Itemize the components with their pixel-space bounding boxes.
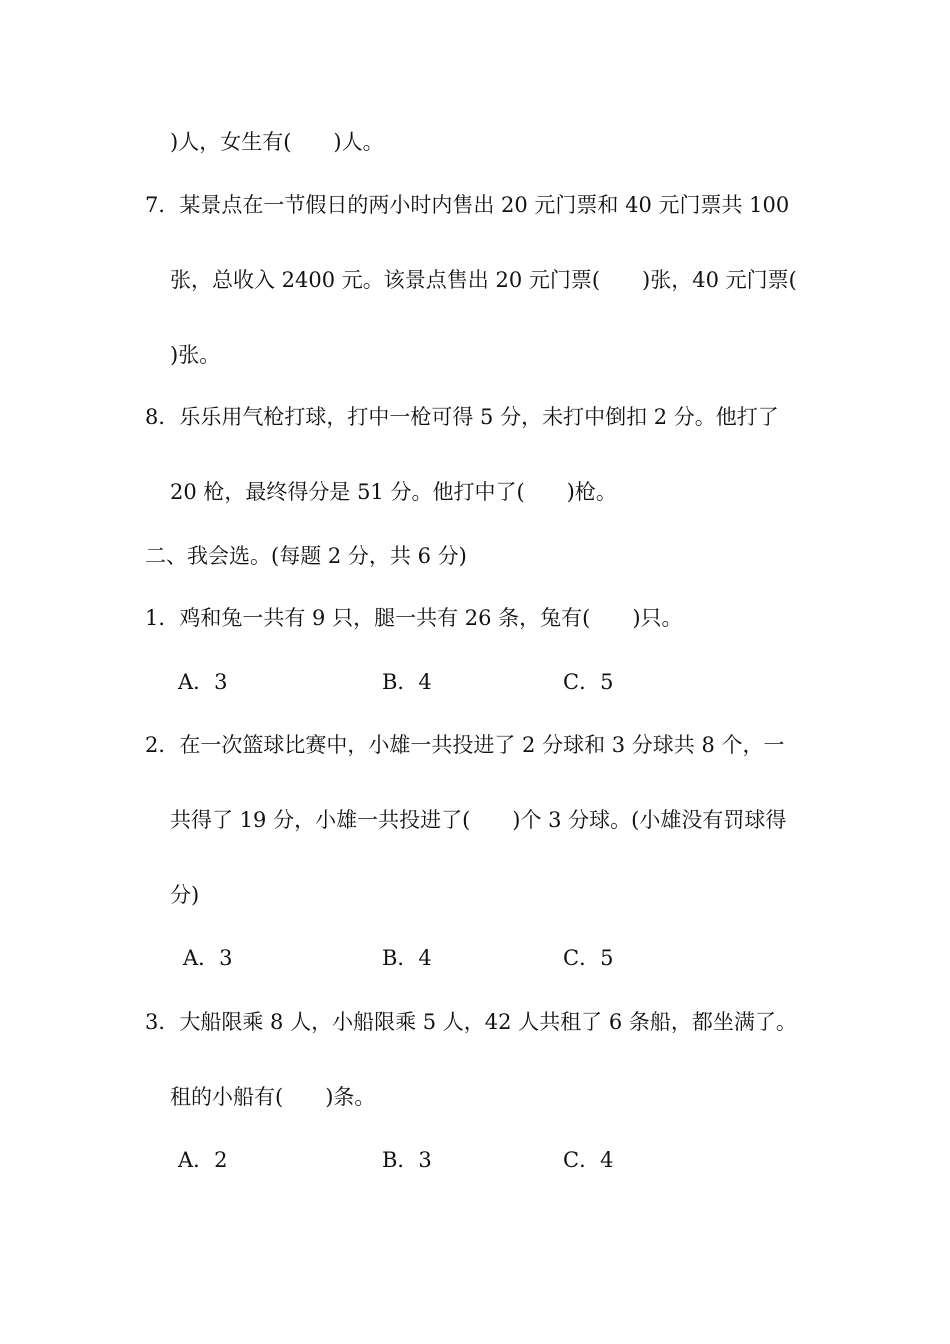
mc-q3-line-2: 租的小船有( )条。 <box>170 1085 376 1109</box>
mc-q3-option-a: A．2 <box>178 1148 228 1172</box>
q7-line-2: 张，总收入 2400 元。该景点售出 20 元门票( )张，40 元门票( <box>170 268 797 292</box>
mc-q2-option-c: C．5 <box>563 946 614 970</box>
mc-q1-option-c: C．5 <box>563 670 614 694</box>
mc-q2-option-b: B．4 <box>382 946 432 970</box>
q7-line-3: )张。 <box>170 343 221 367</box>
section2-heading: 二、我会选。(每题 2 分，共 6 分) <box>145 544 467 568</box>
q7-line-1: 7．某景点在一节假日的两小时内售出 20 元门票和 40 元门票共 100 <box>145 193 790 217</box>
mc-q1-option-a: A．3 <box>178 670 228 694</box>
mc-q1-stem: 1．鸡和兔一共有 9 只，腿一共有 26 条，兔有( )只。 <box>145 606 683 630</box>
q6-tail-line: )人，女生有( )人。 <box>170 130 384 154</box>
q8-line-1: 8．乐乐用气枪打球，打中一枪可得 5 分，未打中倒扣 2 分。他打了 <box>145 405 779 429</box>
mc-q2-option-a: A．3 <box>183 946 233 970</box>
mc-q2-line-3: 分) <box>170 883 200 907</box>
mc-q2-line-1: 2．在一次篮球比赛中，小雄一共投进了 2 分球和 3 分球共 8 个，一 <box>145 733 785 757</box>
mc-q3-option-c: C．4 <box>563 1148 614 1172</box>
mc-q3-line-1: 3．大船限乘 8 人，小船限乘 5 人，42 人共租了 6 条船，都坐满了。 <box>145 1010 797 1034</box>
mc-q1-option-b: B．4 <box>382 670 432 694</box>
q8-line-2: 20 枪，最终得分是 51 分。他打中了( )枪。 <box>170 480 617 504</box>
mc-q2-line-2: 共得了 19 分，小雄一共投进了( )个 3 分球。(小雄没有罚球得 <box>170 808 787 832</box>
mc-q3-option-b: B．3 <box>382 1148 432 1172</box>
